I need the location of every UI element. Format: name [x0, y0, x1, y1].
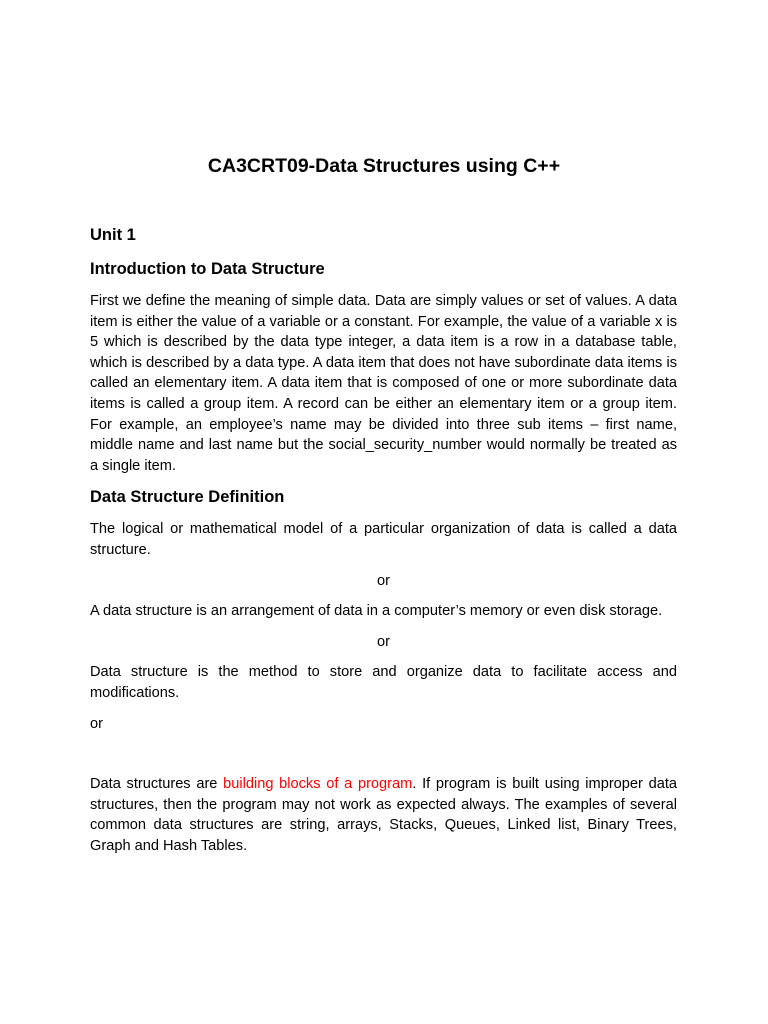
unit-heading: Unit 1	[90, 226, 136, 244]
section-heading-definition: Data Structure Definition	[90, 488, 285, 507]
section-heading-introduction: Introduction to Data Structure	[90, 260, 325, 278]
summary-prefix: Data structures are	[90, 776, 224, 793]
definition-paragraph-1: The logical or mathematical model of a particular organization of data is called a data structure.	[90, 521, 677, 558]
definition-paragraph-3: Data structure is the method to store and organize data to facilitate access and modifications.	[90, 664, 677, 701]
or-separator-1: or	[377, 572, 390, 589]
or-separator-2: or	[377, 633, 390, 650]
summary-paragraph	[90, 774, 677, 856]
highlighted-phrase: building blocks of a program	[223, 776, 413, 793]
document-body	[90, 224, 677, 856]
definition-paragraph-2: A data structure is an arrangement of data in a computer’s memory or even disk storage.	[90, 603, 663, 620]
summary-suffix: . If program is built using improper data structures, then the program may not work as expected always. The examples of several common data structures are string, arrays, Stacks, Queues, Linked list, Binary Trees, Graph and Hash Tables.	[90, 776, 678, 854]
document-title: CA3CRT09-Data Structures using C++	[207, 155, 561, 177]
introduction-paragraph: First we define the meaning of simple data. Data are simply values or set of values. A data item is either the value of a variable or a constant. For example, the value of a variable x is 5 which is described by the data type integer, a data item is a row in a database table, which is described by a data type. A data item that does not have subordinate data items is called an elementary item. A data item that is composed of one or more subordinate data items is called a group item. A record can be either an elementary item or a group item. For example, an employee’s name may be divided into three sub items – first name, middle name and last name but the social_security_number would normally be treated as a single item.	[90, 293, 677, 474]
or-separator-3: or	[90, 715, 103, 732]
